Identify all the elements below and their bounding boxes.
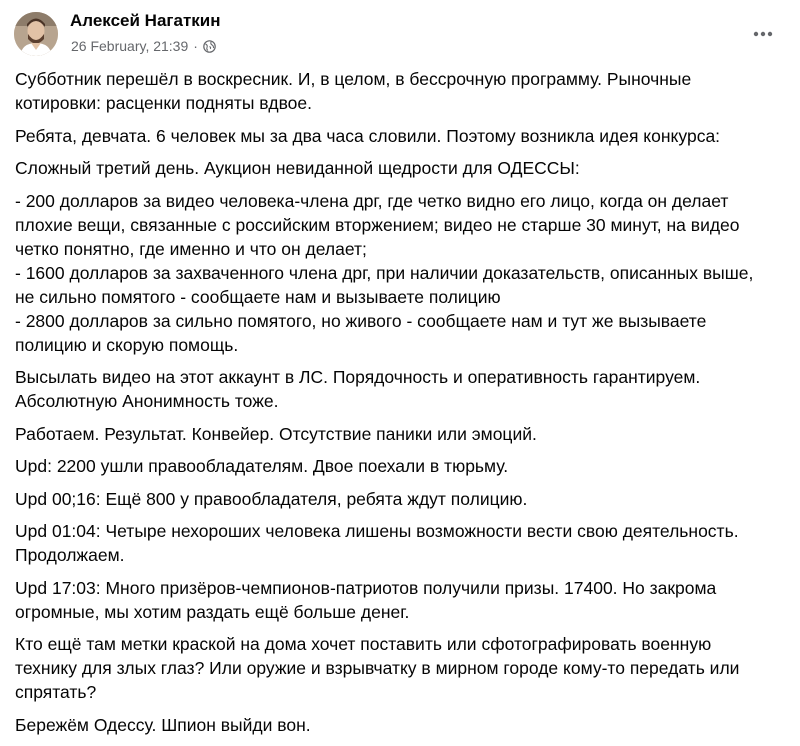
post-date[interactable]: 26 February, 21:39 xyxy=(71,38,189,54)
more-options-button[interactable] xyxy=(748,22,778,46)
post-meta xyxy=(71,38,216,54)
post-paragraph: Бережём Одессу. Шпион выйди вон. xyxy=(15,714,311,735)
post-paragraph: Ребята, девчата. 6 человек мы за два часа словили. Поэтому возникла идея конкурса: xyxy=(15,125,721,146)
post-paragraph: Upd 17:03: Много призёров-чемпионов-патриотов получили призы. 17400. Но закрома огромные, мы хотим раздать ещё больше денег. xyxy=(15,577,717,622)
reward-list-item: - 1600 долларов за захваченного члена дрг, при наличии доказательств, описанных выше, не сильно помятого - сообщаете нам и вызываете полицию xyxy=(15,262,754,307)
globe-icon[interactable] xyxy=(203,40,216,53)
reward-list-item: - 200 долларов за видео человека-члена дрг, где четко видно его лицо, когда он делает плохие вещи, связанные с российским вторжением; видео не старше 30 минут, на видео четко понятно, где именно и что он делает; xyxy=(15,190,740,259)
more-horizontal-icon xyxy=(753,31,773,37)
post-paragraph: Работаем. Результат. Конвейер. Отсутствие паники или эмоций. xyxy=(15,423,537,444)
post-paragraph: Сложный третий день. Аукцион невиданной щедрости для ОДЕССЫ: xyxy=(15,158,580,178)
post-paragraph: Субботник перешёл в воскресник. И, в целом, в бессрочную программу. Рыночные котировки: расценки подняты вдвое. xyxy=(15,69,692,113)
reward-list xyxy=(15,189,775,357)
post-paragraph: Кто ещё там метки краской на дома хочет поставить или сфотографировать военную технику для злых глаз? Или оружие и взрывчатку в мирном городе кому-то передать или спрятать? xyxy=(15,634,740,702)
post-body xyxy=(15,67,775,745)
reward-list-item: - 2800 долларов за сильно помятого, но живого - сообщаете нам и тут же вызываете полицию и скорую помощь. xyxy=(15,310,707,355)
post-paragraph: Высылать видео на этот аккаунт в ЛС. Порядочность и оперативность гарантируем. Абсолютную Анонимность тоже. xyxy=(15,367,701,411)
avatar[interactable] xyxy=(14,12,58,56)
post-paragraph: Upd 00;16: Ещё 800 у правообладателя, ребята ждут полицию. xyxy=(15,488,528,509)
post-paragraph: Upd 01:04: Четыре нехороших человека лишены возможности вести свою деятельность. Продолжаем. xyxy=(15,521,739,565)
meta-separator: · xyxy=(193,38,198,54)
post-header xyxy=(14,8,800,58)
avatar-image xyxy=(14,12,58,56)
author-name[interactable]: Алексей Нагаткин xyxy=(70,11,221,30)
post-paragraph: Upd: 2200 ушли правообладателям. Двое поехали в тюрьму. xyxy=(15,456,509,476)
